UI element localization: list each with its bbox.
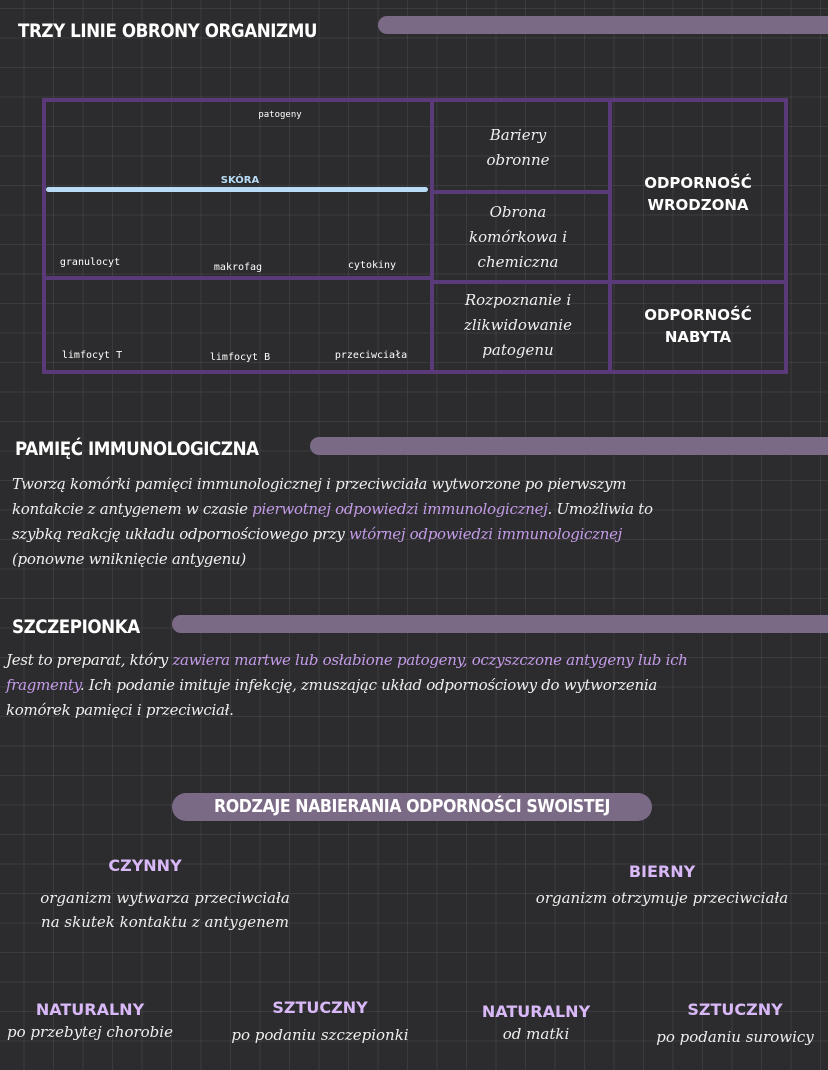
title-bar-decoration xyxy=(172,615,828,633)
text-line: komórek pamięci i przeciwciał. xyxy=(6,701,234,719)
text: . Ich podanie imituje infekcję, zmuszając układ odpornościowy do wytworzenia xyxy=(79,676,657,694)
pathogens-label: patogeny xyxy=(258,110,302,120)
text-line xyxy=(6,673,688,698)
barriers-text xyxy=(486,123,549,173)
section-title-lines-of-defense: TRZY LINIE OBRONY ORGANIZMU xyxy=(18,20,318,42)
text-line: na skutek kontaktu z antygenem xyxy=(41,913,289,931)
title-bar-decoration xyxy=(378,16,828,34)
text-line: chemiczna xyxy=(477,253,559,271)
text-line: Tworzą komórki pamięci immunologicznej i przeciwciała wytworzone po pierwszym xyxy=(12,475,627,493)
passive-immunity-desc: organizm otrzymuje przeciwciała xyxy=(535,889,789,907)
text-line: ODPORNOŚĆ xyxy=(644,174,752,192)
text-line xyxy=(12,522,653,547)
text-line: obronne xyxy=(486,151,550,169)
skin-line xyxy=(46,187,428,192)
text-line: Bariery xyxy=(489,126,547,144)
text-line: (ponowne wniknięcie antygenu) xyxy=(12,550,246,568)
text-line xyxy=(6,648,688,673)
b-lymphocyte-label: limfocyt B xyxy=(209,352,271,363)
antibodies-label: przeciwciała xyxy=(334,350,408,361)
cellular-defense-text xyxy=(469,200,567,275)
text: szybką reakcję układu odpornościowego przy xyxy=(12,525,350,543)
text-line: Obrona xyxy=(489,203,547,221)
text-line: ODPORNOŚĆ xyxy=(644,306,752,324)
text-line: Rozpoznanie i xyxy=(464,291,572,309)
section-title-vaccine: SZCZEPIONKA xyxy=(12,616,140,638)
vaccine-paragraph xyxy=(6,648,688,723)
active-natural-label: NATURALNY xyxy=(35,1000,145,1019)
highlight-text: fragmenty xyxy=(6,676,80,694)
highlight-text: zawiera martwe lub osłabione patogeny, oczyszczone antygeny lub ich xyxy=(172,651,688,669)
active-artificial-label: SZTUCZNY xyxy=(272,998,368,1017)
acquired-immunity-label xyxy=(644,304,752,348)
active-natural-desc: po przebytej chorobie xyxy=(7,1023,173,1041)
skin-label: SKÓRA xyxy=(220,175,260,186)
text-line: NABYTA xyxy=(664,328,732,346)
text-line: organizm wytwarza przeciwciała xyxy=(40,889,290,907)
text-line: patogenu xyxy=(482,341,554,359)
text: kontakcie z antygenem w czasie xyxy=(12,500,253,518)
text-line: komórkowa i xyxy=(468,228,568,246)
passive-natural-label: NATURALNY xyxy=(481,1002,591,1021)
section-title-immune-memory: PAMIĘĆ IMMUNOLOGICZNA xyxy=(15,438,259,460)
text: . Umożliwia to xyxy=(547,500,653,518)
active-artificial-desc: po podaniu szczepionki xyxy=(231,1026,409,1044)
cytokines-label: cytokiny xyxy=(347,260,397,271)
innate-immunity-label xyxy=(644,172,752,216)
highlight-text: wtórnej odpowiedzi immunologicznej xyxy=(349,525,623,543)
immune-memory-paragraph xyxy=(12,472,653,572)
recognition-text xyxy=(464,288,572,363)
section-title-immunity-types: RODZAJE NABIERANIA ODPORNOŚCI SWOISTEJ xyxy=(214,796,610,817)
passive-natural-desc: od matki xyxy=(502,1025,570,1043)
passive-immunity-label: BIERNY xyxy=(628,862,696,881)
passive-artificial-desc: po podaniu surowicy xyxy=(656,1028,814,1046)
active-immunity-label: CZYNNY xyxy=(108,856,182,875)
passive-artificial-label: SZTUCZNY xyxy=(687,1000,783,1019)
title-bar-decoration xyxy=(310,437,828,455)
macrophage-label: makrofag xyxy=(213,262,263,273)
text-line: WRODZONA xyxy=(647,196,749,214)
text-line: zlikwidowanie xyxy=(464,316,572,334)
granulocyte-label: granulocyt xyxy=(59,257,121,268)
active-immunity-desc xyxy=(40,886,290,934)
table-divider xyxy=(42,276,434,280)
t-lymphocyte-label: limfocyt T xyxy=(61,350,123,361)
text: Jest to preparat, który xyxy=(6,651,173,669)
text-line xyxy=(12,497,653,522)
highlight-text: pierwotnej odpowiedzi immunologicznej xyxy=(252,500,548,518)
